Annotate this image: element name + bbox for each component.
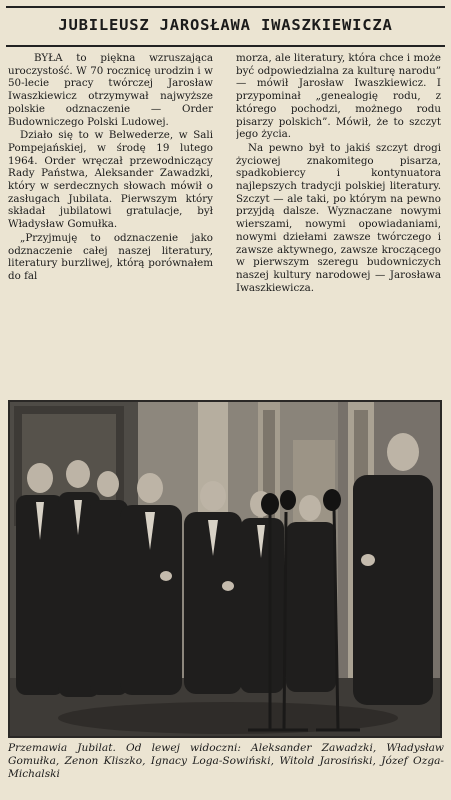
ceremony-photo-illustration <box>8 400 442 738</box>
paragraph-3: „Przyjmuję to odznaczenie jako odznaczenie całej naszej literatury, literatury burzliwej, którą porównałem do fal <box>8 231 213 282</box>
paragraph-2: Działo się to w Belwederze, w Sali Pompejańskiej, w środę 19 lutego 1964. Order wręczał przewodniczący Rady Państwa, Aleksander Zawadzki, który w serdecznych słowach mówił o zasługach Jubilata. Pierwszym który składał jubilatowi gratulacje, był Władysław Gomułka. <box>8 129 213 231</box>
photo-caption: Przemawia Jubilat. Od lewej widoczni: Aleksander Zawadzki, Władysław Gomułka, Zenon Kliszko, Ignacy Loga-Sowiński, Witold Jarosiński, Józef Ozga-Michalski <box>8 742 444 780</box>
paragraph-4: morza, ale literatury, która chce i może być odpowiedzialna za kulturę narodu” — mówił Jarosław Iwaszkiewicz. I przypominał „genealogię rodu, z którego pochodzi, możnego rodu pisarzy polskich”. Mówił, że to szczyt jego życia. <box>236 52 441 141</box>
ceremony-photo <box>8 400 442 738</box>
left-column <box>8 52 213 392</box>
paragraph-5: Na pewno był to jakiś szczyt drogi życiowej znakomitego pisarza, spadkobiercy i kontynuatora najlepszych tradycji polskiej literatury. Szczyt — ale taki, po którym na pewno przyjdą dalsze. Wyznaczane nowymi wierszami, nowymi opowiadaniami, nowymi dziełami zawsze twórczego i zawsze aktywnego, zawsze kroczącego w pierwszym szeregu budowniczych naszej kultury narodowej — Jarosława Iwaszkiewicza. <box>236 141 441 294</box>
paragraph-1: BYŁA to piękna wzruszająca uroczystość. W 70 rocznicę urodzin i w 50-lecie pracy twórczej Jarosław Iwaszkiewicz otrzymywał najwyższe polskie odznaczenie — Order Budowniczego Polski Ludowej. <box>8 52 213 128</box>
right-column <box>236 52 441 392</box>
headline: JUBILEUSZ JAROSŁAWA IWASZKIEWICZA <box>58 16 393 34</box>
headline-rule <box>6 45 445 47</box>
